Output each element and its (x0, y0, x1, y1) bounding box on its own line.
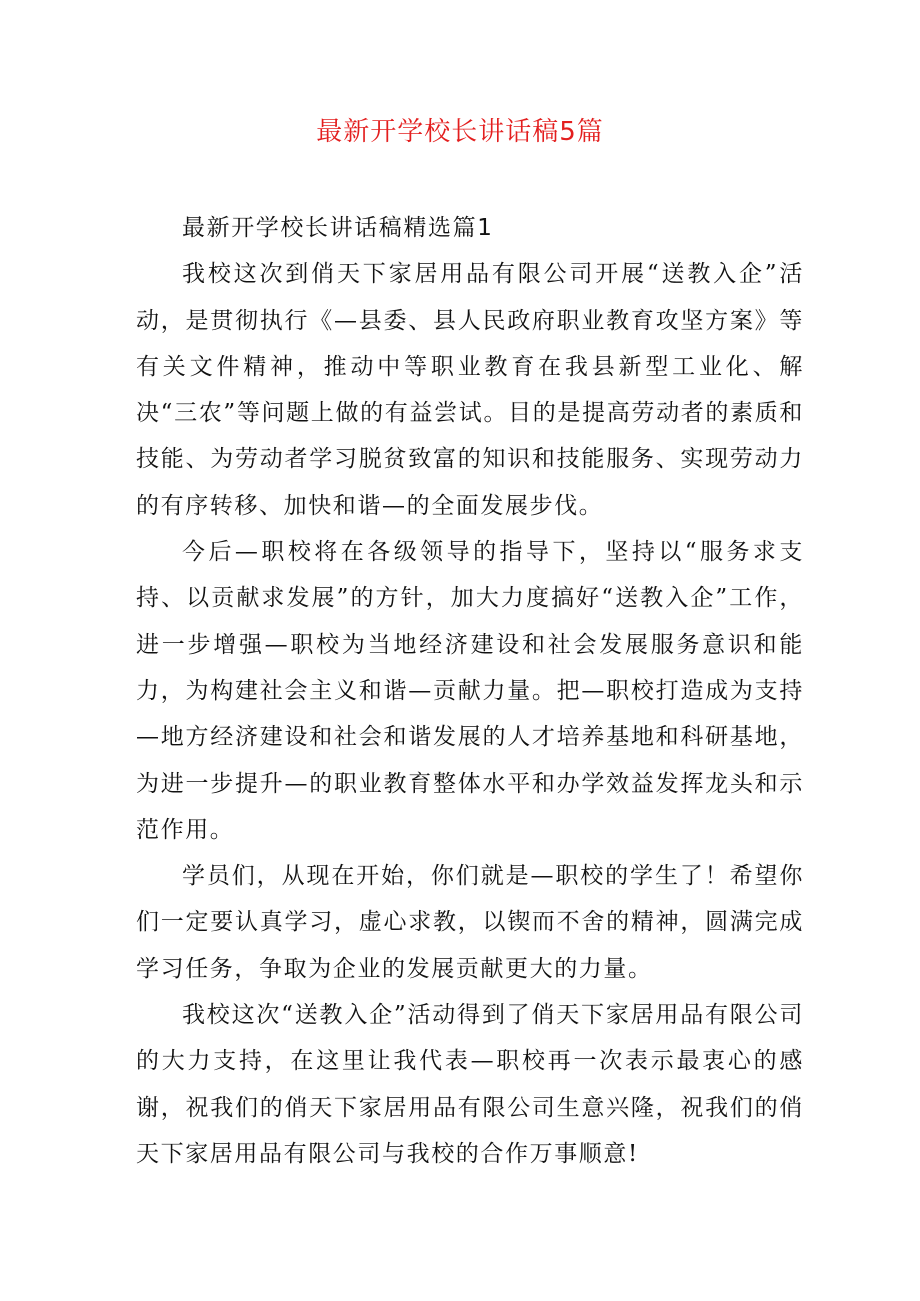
document-body (136, 205, 804, 1177)
paragraph-2: 今后—职校将在各级领导的指导下，坚持以“服务求支持、以贡献求发展”的方针，加大力度搞好“送教入企”工作，进一步增强—职校为当地经济建设和社会发展服务意识和能力，为构建社会主义和谐—贡献力量。把—职校打造成为支持—地方经济建设和社会和谐发展的人才培养基地和科研基地，为进一步提升—的职业教育整体水平和办学效益发挥龙头和示范作用。 (136, 539, 804, 843)
paragraph-3: 学员们，从现在开始，你们就是—职校的学生了！希望你们一定要认真学习，虚心求教，以锲而不舍的精神，圆满完成学习任务，争取为企业的发展贡献更大的力量。 (136, 863, 804, 982)
section-heading: 最新开学校长讲话稿精选篇1 (182, 215, 494, 241)
paragraph-4: 我校这次“送教入企”活动得到了俏天下家居用品有限公司的大力支持，在这里让我代表—职校再一次表示最衷心的感谢，祝我们的俏天下家居用品有限公司生意兴隆，祝我们的俏天下家居用品有限公司与我校的合作万事顺意! (136, 1002, 804, 1167)
paragraph-1: 我校这次到俏天下家居用品有限公司开展“送教入企”活动，是贯彻执行《—县委、县人民政府职业教育攻坚方案》等有关文件精神，推动中等职业教育在我县新型工业化、解决“三农”等问题上做的有益尝试。目的是提高劳动者的素质和技能、为劳动者学习脱贫致富的知识和技能服务、实现劳动力的有序转移、加快和谐—的全面发展步伐。 (136, 261, 804, 519)
document-title: 最新开学校长讲话稿5篇 (316, 117, 604, 147)
